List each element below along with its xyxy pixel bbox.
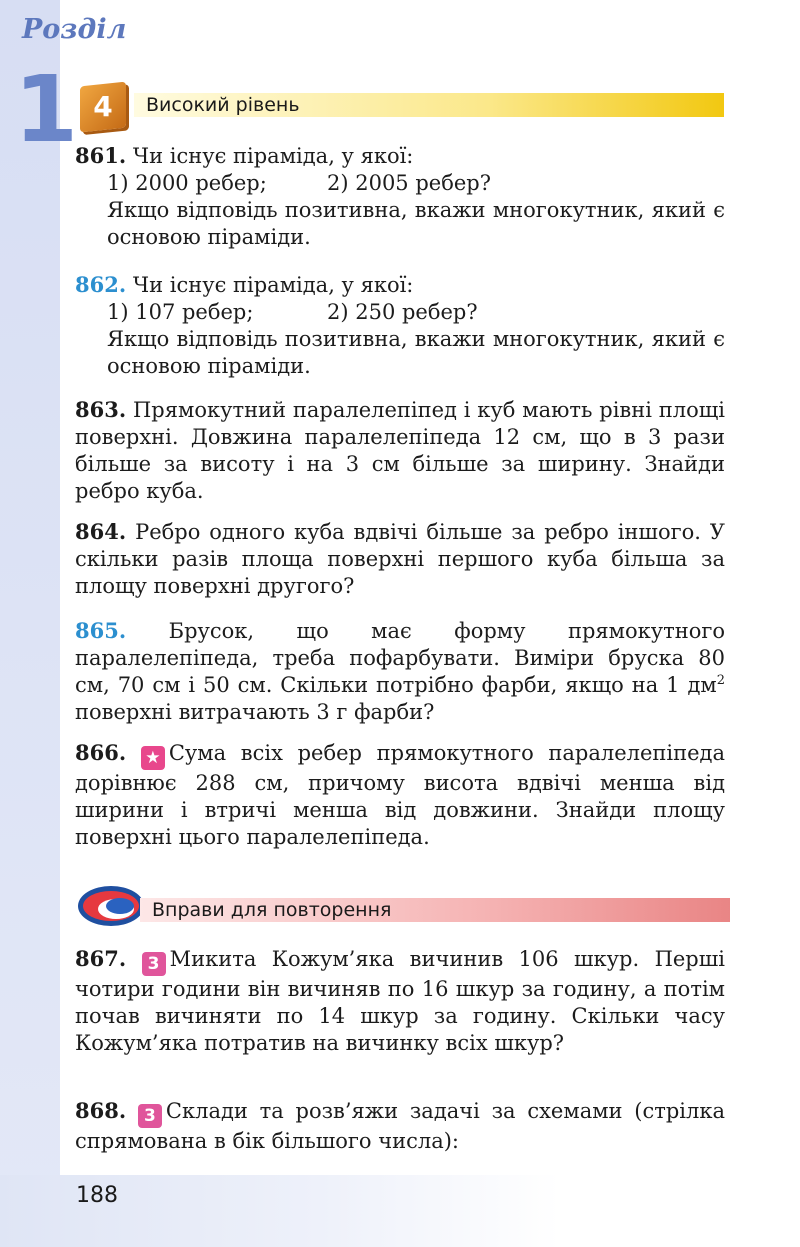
level-4-cube-icon	[80, 82, 126, 133]
problem-865	[75, 617, 725, 726]
bottom-margin-band	[0, 1175, 800, 1247]
difficulty-badge-icon: 3	[142, 952, 166, 976]
problem-867	[75, 945, 725, 1057]
problem-number: 868.	[75, 1098, 127, 1123]
problem-864	[75, 518, 725, 600]
problem-followup: Якщо відповідь позитивна, вкажи многокутник, який є основою піраміди.	[107, 198, 725, 249]
level-banner: Високий рівень	[134, 93, 724, 117]
problem-number: 862.	[75, 272, 127, 297]
option-1: 1) 107 ребер;	[107, 300, 254, 324]
problem-text: Ребро одного куба вдвічі більше за ребро іншого. У скільки разів площа поверхні першого куба більша за площу поверхні другого?	[75, 520, 725, 598]
problem-number: 864.	[75, 519, 127, 544]
option-2: 2) 250 ребер?	[327, 300, 478, 324]
problem-866	[75, 739, 725, 851]
problem-number: 865.	[75, 618, 127, 643]
problem-text: Прямокутний паралелепіпед і куб мають рівні площі поверхні. Довжина паралелепіпеда 12 см, що в 3 рази більше за висоту і на 3 см більше за ширину. Знайди ребро куба.	[75, 398, 725, 503]
review-banner: Вправи для повторення	[140, 898, 730, 922]
option-2: 2) 2005 ребер?	[327, 171, 491, 195]
problem-text: Склади та розв’яжи задачі за схемами (стрілка спрямована в бік більшого числа):	[75, 1099, 725, 1153]
superscript: 2	[716, 673, 725, 688]
problem-followup: Якщо відповідь позитивна, вкажи многокутник, який є основою піраміди.	[107, 327, 725, 378]
problem-number: 863.	[75, 397, 127, 422]
section-label: Розділ	[22, 14, 127, 45]
problem-number: 861.	[75, 143, 127, 168]
problem-861	[75, 142, 725, 251]
page-number: 188	[76, 1183, 118, 1208]
level-badge-number: 4	[93, 90, 113, 123]
problem-number: 866.	[75, 740, 127, 765]
problem-text: Сума всіх ребер прямокутного паралелепіпеда дорівнює 288 см, причому висота вдвічі менша від ширини і втричі менша від довжини. Знайди площу поверхні цього паралелепіпеда.	[75, 741, 725, 849]
problem-text-a: Брусок, що має форму прямокутного паралелепіпеда, треба пофарбувати. Виміри бруска 80 см, 70 см і 50 см. Скільки потрібно фарби, якщо на 1 дм	[75, 619, 725, 697]
option-1: 1) 2000 ребер;	[107, 171, 267, 195]
problem-868	[75, 1097, 725, 1155]
star-icon: ★	[141, 746, 165, 770]
problem-863	[75, 396, 725, 505]
review-globe-icon	[76, 882, 146, 930]
left-margin-band	[0, 0, 60, 1247]
chapter-number: 1	[14, 56, 79, 163]
problem-number: 867.	[75, 946, 127, 971]
problem-question: Чи існує піраміда, у якої:	[132, 273, 414, 297]
problem-text: Микита Кожум’яка вичинив 106 шкур. Перші чотири години він вичиняв по 16 шкур за годину, а потім почав вичиняти по 14 шкур за годину. Скільки часу Кожум’яка потратив на вичинку всіх шкур?	[75, 947, 725, 1055]
problem-question: Чи існує піраміда, у якої:	[132, 144, 414, 168]
difficulty-badge-icon: 3	[138, 1104, 162, 1128]
problem-text-b: поверхні витрачають 3 г фарби?	[75, 700, 435, 724]
problem-862	[75, 271, 725, 380]
